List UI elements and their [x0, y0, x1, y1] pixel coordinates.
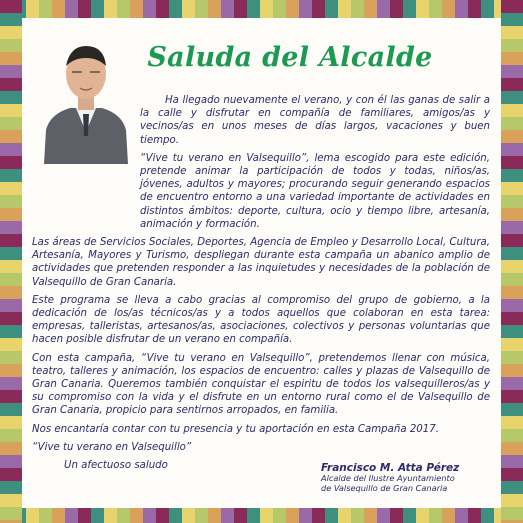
paragraph-slogan: “Vive tu verano en Valsequillo”	[32, 441, 192, 453]
paragraph-invitation: Nos encantaría contar con tu presencia y tu aportación en esta Campaña 2017.	[32, 423, 439, 435]
paragraph-programa: Este programa se lleva a cabo gracias al compromiso del grupo de gobierno, a la dedicación de los/as técnicos/as y a todos aquellos que colaboran en esta tarea: empresas, talleristas, artesanos/as, asociaciones, colectivos y personas voluntarias que hacen posible disfrutar de un verano en compañía.	[32, 294, 490, 346]
signature-role-line2: de Valsequillo de Gran Canaria	[321, 482, 448, 493]
paragraph-intro: Ha llegado nuevamente el verano, y con él las ganas de salir a la calle y disfrutar en compañía de familiares, amigos/as y vecinos/as en unos meses de días largos, vacaciones y buen tiempo.	[140, 95, 490, 146]
letter-body	[32, 94, 490, 477]
signature-block	[321, 462, 491, 493]
page-title: Saluda del Alcalde	[147, 42, 433, 73]
signature-role-line1: Alcalde del Ilustre Ayuntamiento	[321, 473, 455, 483]
paragraph-campana: Con esta campaña, “Vive tu verano en Valsequillo”, pretendemos llenar con música, teatro, talleres y animación, los espacios de encuentro: calles y plazas de Valsequillo de Gran Canaria. Queremos también conquistar el espiritu de todos los valsequilleros/as y su compromiso con la vida y el disfrute en un entorno rural como el de Valsequillo de Gran Canaria, propicio para sentirnos arropados, en familia.	[32, 352, 490, 417]
signature-name: Francisco M. Atta Pérez	[321, 462, 460, 474]
paragraph-lema: “Vive tu verano en Valsequillo”, lema escogido para este edición, pretende animar la participación de todos y todas, niños/as, jóvenes, adultos y mayores; procurando seguir generando espacios de encuentro entorno a una variedad importante de actividades en distintos ámbitos: deporte, cultura, ocio y tiempo libre, artesanía, animación y formación.	[140, 152, 490, 230]
paragraph-closing: Un afectuoso saludo	[64, 460, 168, 472]
paragraph-areas: Las áreas de Servicios Sociales, Deportes, Agencia de Empleo y Desarrollo Local, Cultura, Artesanía, Mayores y Turismo, despliegan durante esta campaña un abanico amplio de actividades que pretenden responder a las inquietudes y necesidades de la población de Valsequillo de Gran Canaria.	[32, 237, 490, 288]
